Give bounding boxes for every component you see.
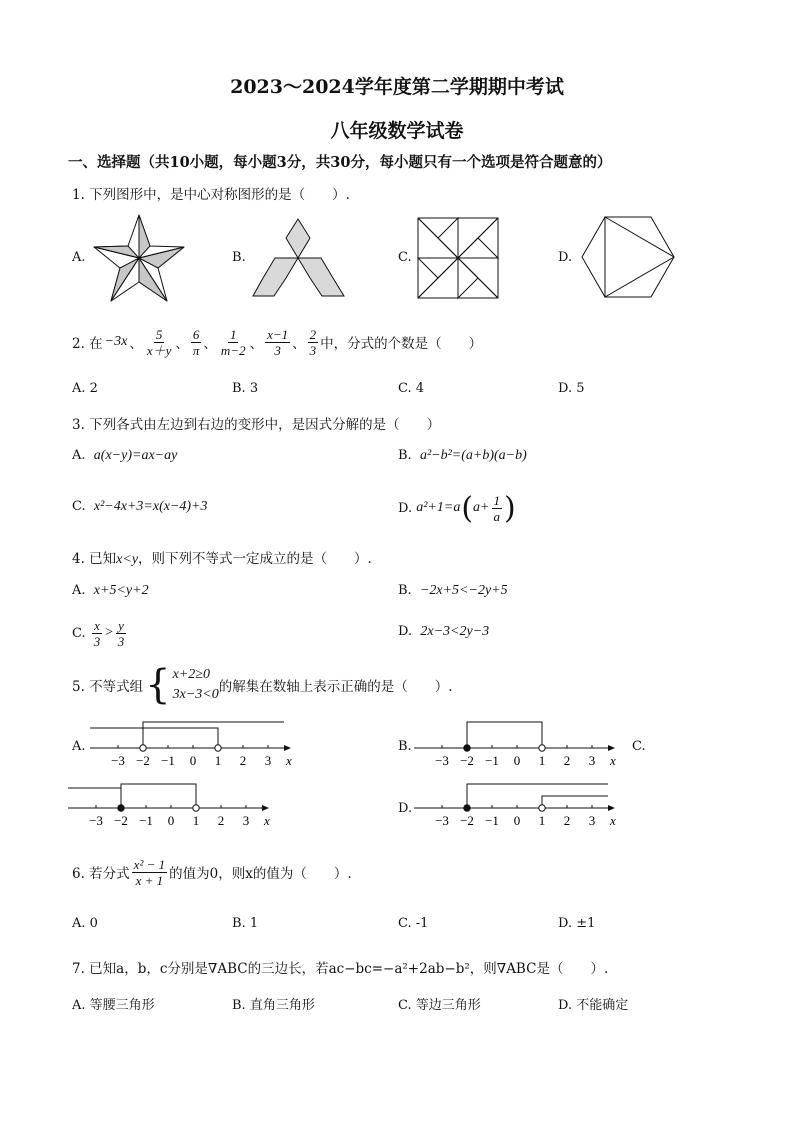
q2-fraction-2 <box>191 327 202 358</box>
axis-arrow <box>284 745 291 751</box>
axis-tick-label: 0 <box>513 753 521 768</box>
axis-arrow <box>608 805 615 811</box>
q2-f2-num: 6 <box>192 326 200 342</box>
q2-f1-num: 5 <box>155 326 163 342</box>
axis-tick-label: −3 <box>89 813 103 828</box>
q5-number-line-b <box>412 716 620 774</box>
axis-tick-label: −1 <box>485 753 499 768</box>
q4-option-a <box>72 583 149 599</box>
axis-variable-label: x <box>264 813 270 828</box>
axis-tick-label: 1 <box>214 753 222 768</box>
q2-separator: 、 <box>203 336 217 352</box>
closed-dot <box>464 805 470 811</box>
q3-b-expr: a²−b²=(a+b)(a−b) <box>419 448 527 463</box>
q2-f3-num: 1 <box>229 326 237 342</box>
q5-option-c-label: C. <box>632 739 646 754</box>
q4-c-den1: 3 <box>93 633 101 649</box>
q2-f4-num: x−1 <box>267 326 289 342</box>
question-5-stem: 5. 不等式组 { x+2≥0 3x−3<0 的解集在数轴上表示正确的是（ ）. <box>72 662 453 708</box>
q2-separator: 、 <box>292 336 306 352</box>
q6-option-a: A. 0 <box>72 916 98 931</box>
q3-c-label: C. <box>72 499 86 514</box>
q6-frac-num: x² − 1 <box>133 856 166 872</box>
q5-number-line-d <box>412 782 620 834</box>
axis-tick-label: 3 <box>264 753 272 768</box>
axis-tick-label: 3 <box>242 813 250 828</box>
q5-number-line-a <box>88 716 296 774</box>
q4-a-label: A. <box>72 583 86 598</box>
solution-bracket <box>143 722 284 748</box>
q4-stem-math: x<y <box>116 552 139 567</box>
q1-option-c-label: C. <box>398 250 412 265</box>
q2-separator: 、 <box>129 336 143 352</box>
solution-bracket <box>467 722 542 748</box>
q3-option-c <box>72 499 208 515</box>
axis-tick-label: −3 <box>435 813 449 828</box>
q3-d-den: a <box>493 508 500 524</box>
q3-option-b <box>398 448 527 464</box>
q4-option-b <box>398 583 508 599</box>
q2-fraction-4 <box>265 327 290 358</box>
q4-stem-post: ，则下列不等式一定成立的是（ ）. <box>138 551 372 567</box>
axis-tick-label: 0 <box>167 813 175 828</box>
q3-c-expr: x²−4x+3=x(x−4)+3 <box>93 499 208 514</box>
question-3-stem: 3. 下列各式由左边到右边的变形中，是因式分解的是（ ） <box>72 417 441 433</box>
q5-inequality-2: 3x−3<0 <box>172 687 219 702</box>
open-dot <box>193 805 199 811</box>
q3-d-left: a²+1=a <box>416 500 461 515</box>
q1-option-d-label: D. <box>558 250 573 265</box>
q5-stem-pre: 5. 不等式组 <box>72 679 144 695</box>
q6-option-b: B. 1 <box>232 916 259 931</box>
axis-tick-label: 0 <box>189 753 197 768</box>
q3-d-fraction <box>492 493 503 524</box>
q2-f4-den: 3 <box>274 342 281 358</box>
q7-option-b: B. 直角三角形 <box>232 998 315 1013</box>
axis-tick-label: −2 <box>460 753 474 768</box>
axis-arrow <box>608 745 615 751</box>
q2-suffix: 中，分式的个数是（ ） <box>320 336 483 352</box>
q2-fraction-3 <box>219 327 248 358</box>
q3-b-label: B. <box>398 448 412 463</box>
q1-option-a-label: A. <box>72 250 86 265</box>
q5-system <box>173 665 219 705</box>
q2-f2-den: π <box>192 342 200 358</box>
q5-number-line-c <box>66 782 274 834</box>
q4-c-den2: 3 <box>117 633 125 649</box>
q6-stem-pre: 6. 若分式 <box>72 866 130 882</box>
open-dot <box>539 745 545 751</box>
axis-tick-label: −1 <box>139 813 153 828</box>
q2-f3-den: m−2 <box>220 342 246 358</box>
question-4-stem <box>72 547 372 568</box>
closed-dot <box>118 805 124 811</box>
axis-tick-label: 0 <box>513 813 521 828</box>
hexagon-triangle-figure <box>578 214 678 302</box>
q4-stem-pre: 4. 已知 <box>72 551 117 567</box>
pinwheel-figure <box>416 216 500 300</box>
q6-stem-post: 的值为0，则x的值为（ ）. <box>169 866 352 882</box>
q3-a-expr: a(x−y)=ax−ay <box>93 448 178 463</box>
q3-d-label: D. <box>398 500 413 516</box>
q7-option-d: D. 不能确定 <box>558 998 629 1013</box>
q3-option-a <box>72 448 177 464</box>
open-dot <box>539 805 545 811</box>
q5-option-d-label: D. <box>398 801 413 816</box>
axis-variable-label: x <box>610 753 616 768</box>
q3-option-d: D. a²+1=a ( a+ $\frac{1}{a}$ ) <box>398 490 516 526</box>
q2-option-b: B. 3 <box>232 381 259 396</box>
q4-option-d <box>398 624 489 640</box>
axis-tick-label: 1 <box>192 813 200 828</box>
axis-tick-label: 3 <box>588 813 596 828</box>
axis-tick-label: 1 <box>538 813 546 828</box>
q3-d-mid: a+ <box>473 500 490 515</box>
q6-frac-den: x + 1 <box>135 872 164 888</box>
q2-f5-num: 2 <box>309 326 317 342</box>
q4-c-frac-1 <box>92 618 103 649</box>
axis-tick-label: −1 <box>485 813 499 828</box>
q4-c-label: C. <box>72 625 86 641</box>
axis-variable-label: x <box>610 813 616 828</box>
q2-option-d: D. 5 <box>558 381 585 396</box>
q6-fraction <box>132 857 167 888</box>
axis-arrow <box>262 805 269 811</box>
solution-bracket <box>68 788 121 808</box>
exam-title: 2023～2024学年度第二学期期中考试 <box>230 76 564 98</box>
q7-option-a: A. 等腰三角形 <box>72 998 155 1013</box>
solution-bracket <box>121 784 196 808</box>
q3-d-num: 1 <box>493 492 500 508</box>
q2-fraction-5 <box>308 327 319 358</box>
question-1-stem: 1. 下列图形中，是中心对称图形的是（ ）. <box>72 187 350 203</box>
q2-prefix: 2. 在 <box>72 336 103 352</box>
q4-b-expr: −2x+5<−2y+5 <box>419 583 508 598</box>
q7-option-c: C. 等边三角形 <box>398 998 481 1013</box>
closed-dot <box>464 745 470 751</box>
q4-c-frac-2 <box>116 618 127 649</box>
axis-tick-label: 3 <box>588 753 596 768</box>
q2-separator: 、 <box>249 336 264 352</box>
q2-separator: 、 <box>175 336 189 352</box>
q5-option-a-label: A. <box>72 739 86 754</box>
q3-a-label: A. <box>72 448 86 463</box>
question-2-stem <box>72 322 482 362</box>
solution-bracket <box>542 796 608 808</box>
axis-tick-label: 2 <box>563 813 571 828</box>
q4-d-expr: 2x−3<2y−3 <box>420 624 490 639</box>
axis-tick-label: 2 <box>239 753 247 768</box>
q4-c-num1: x <box>94 617 100 633</box>
q4-option-c <box>72 614 128 652</box>
q2-f1-den: x＋y <box>146 342 172 358</box>
section-heading: 一、选择题（共10小题，每小题3分，共30分，每小题只有一个选项是符合题意的） <box>68 154 612 171</box>
solution-bracket <box>90 728 218 748</box>
q2-term-1: −3x <box>104 334 128 349</box>
star-figure <box>88 212 190 304</box>
q5-option-b-label: B. <box>398 739 412 754</box>
axis-tick-label: −1 <box>161 753 175 768</box>
axis-tick-label: −3 <box>435 753 449 768</box>
axis-tick-label: −2 <box>114 813 128 828</box>
open-dot <box>215 745 221 751</box>
axis-tick-label: −3 <box>111 753 125 768</box>
three-rhombus-figure <box>250 216 350 302</box>
axis-tick-label: 2 <box>217 813 225 828</box>
q6-option-d: D. ±1 <box>558 916 596 931</box>
q2-option-c: C. 4 <box>398 381 425 396</box>
q6-option-c: C. -1 <box>398 916 429 931</box>
q4-b-label: B. <box>398 583 412 598</box>
axis-tick-label: −2 <box>136 753 150 768</box>
axis-tick-label: −2 <box>460 813 474 828</box>
q4-c-num2: y <box>118 617 124 633</box>
q1-option-b-label: B. <box>232 250 246 265</box>
q4-c-op: > <box>104 625 114 640</box>
axis-variable-label: x <box>286 753 292 768</box>
q2-option-a: A. 2 <box>72 381 98 396</box>
exam-subtitle: 八年级数学试卷 <box>330 120 464 142</box>
q4-d-label: D. <box>398 624 413 639</box>
question-6-stem <box>72 852 352 892</box>
q5-stem-post: 的解集在数轴上表示正确的是（ ）. <box>218 679 453 695</box>
axis-tick-label: 2 <box>563 753 571 768</box>
q2-fraction-1 <box>145 327 174 358</box>
question-7-stem: 7. 已知a，b，c分别是∇ABC的三边长，若ac−bc=−a²+2ab−b²，则∇ABC是（ ）. <box>72 961 609 977</box>
q2-f5-den: 3 <box>309 342 317 358</box>
q4-a-expr: x+5<y+2 <box>93 583 149 598</box>
q5-inequality-1: x+2≥0 <box>172 667 210 682</box>
axis-tick-label: 1 <box>538 753 546 768</box>
open-dot <box>140 745 146 751</box>
